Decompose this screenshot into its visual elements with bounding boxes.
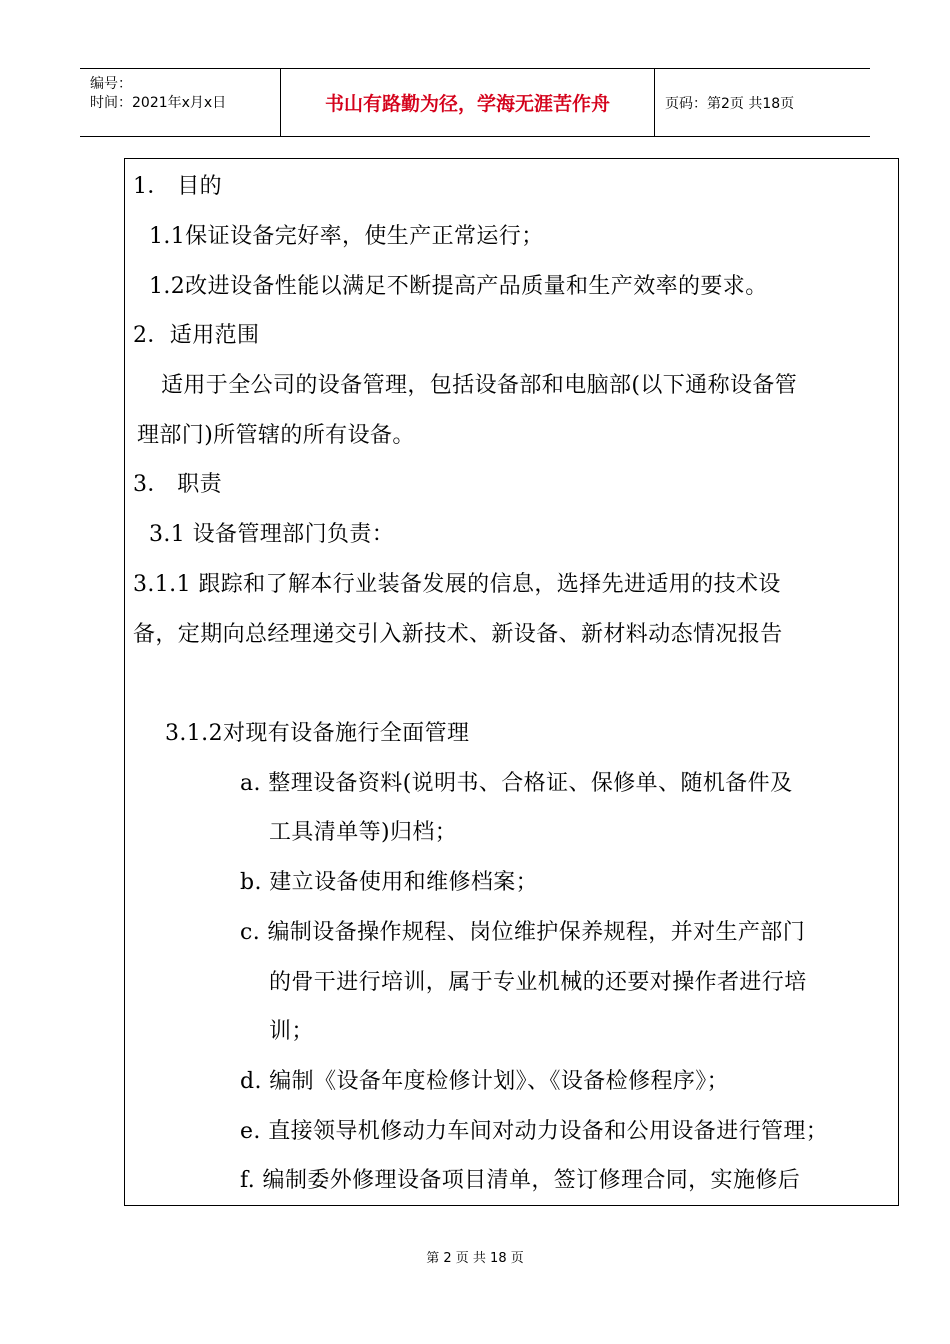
header-motto: 书山有路勤为径，学海无涯苦作舟 (281, 69, 655, 136)
document-number: 编号： (90, 76, 132, 92)
list-item-a-line-1: a. 整理设备资料(说明书、合格证、保修单、随机备件及 (240, 771, 793, 796)
list-item-e: e. 直接领导机修动力车间对动力设备和公用设备进行管理； (240, 1119, 829, 1144)
section-2-heading: 2．适用范围 (133, 323, 260, 348)
section-1-heading: 1． 目的 (133, 174, 222, 199)
header-meta (80, 69, 281, 136)
list-item-c-line-1: c. 编制设备操作规程、岗位维护保养规程，并对生产部门 (240, 920, 806, 945)
item-3-1: 3.1 设备管理部门负责： (149, 522, 395, 547)
item-1-1: 1.1保证设备完好率，使生产正常运行； (149, 224, 544, 249)
header-page-info: 页码：第2页 共18页 (665, 95, 795, 112)
content-frame (124, 158, 899, 1206)
list-item-c-line-3: 训； (269, 1019, 314, 1044)
page-footer: 第 2 页 共 18 页 (426, 1251, 524, 1266)
section-3-heading: 3． 职责 (133, 472, 222, 497)
section-2-text-line-2: 理部门)所管辖的所有设备。 (137, 423, 415, 448)
list-item-b: b. 建立设备使用和维修档案； (240, 870, 539, 895)
list-item-f: f. 编制委外修理设备项目清单，签订修理合同，实施修后 (240, 1168, 801, 1193)
item-3-1-1-line-1: 3.1.1 跟踪和了解本行业装备发展的信息，选择先进适用的技术设 (133, 572, 781, 597)
page-header (80, 68, 870, 137)
list-item-a-line-2: 工具清单等)归档； (269, 820, 458, 845)
item-3-1-1-line-2: 备，定期向总经理递交引入新技术、新设备、新材料动态情况报告 (133, 622, 783, 647)
item-1-2: 1.2改进设备性能以满足不断提高产品质量和生产效率的要求。 (149, 274, 768, 299)
document-date: 时间：2021年x月x日 (90, 95, 227, 111)
list-item-d: d. 编制《设备年度检修计划》、《设备检修程序》； (240, 1069, 730, 1094)
section-2-text-line-1: 适用于全公司的设备管理，包括设备部和电脑部(以下通称设备管 (161, 373, 798, 398)
item-3-1-2: 3.1.2对现有设备施行全面管理 (165, 721, 470, 746)
list-item-c-line-2: 的骨干进行培训，属于专业机械的还要对操作者进行培 (269, 970, 807, 995)
